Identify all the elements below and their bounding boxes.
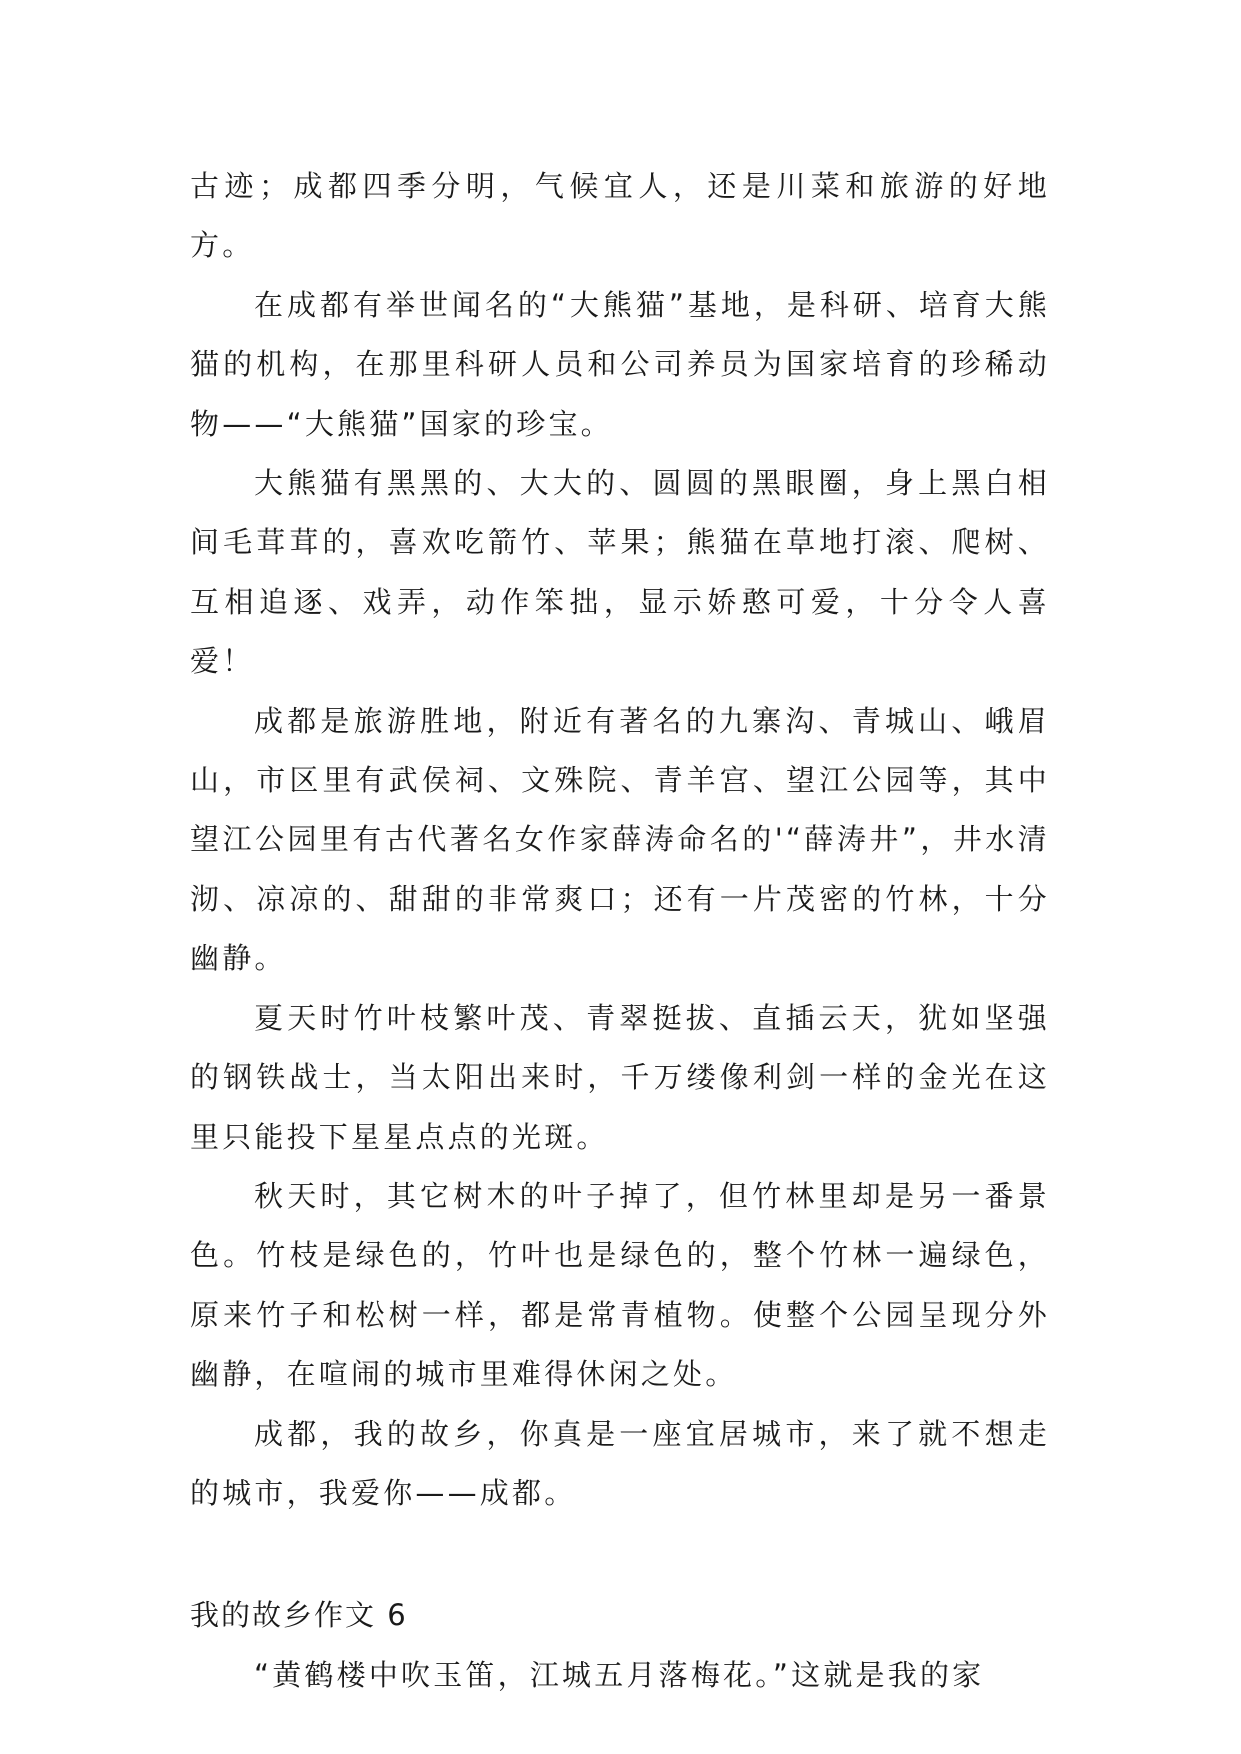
paragraph-autumn-bamboo: 秋天时，其它树木的叶子掉了，但竹林里却是另一番景色。竹枝是绿色的，竹叶也是绿色的，整个竹林一遍绿色，原来竹子和松树一样，都是常青植物。使整个公园呈现分外幽静，在喧闹的城市里难得休闲之处。 bbox=[190, 1178, 1050, 1392]
section-heading: 我的故乡作文 6 bbox=[190, 1598, 408, 1633]
paragraph-new-essay-start: “黄鹤楼中吹玉笛，江城五月落梅花。”这就是我的家 bbox=[254, 1657, 985, 1692]
paragraph-tourism: 成都是旅游胜地，附近有著名的九寨沟、青城山、峨眉山，市区里有武侯祠、文殊院、青羊宫、望江公园等，其中望江公园里有古代著名女作家薛涛命名的'“薛涛井”，井水清沏、凉凉的、甜甜的非常爽口；还有一片茂密的竹林，十分幽静。 bbox=[190, 703, 1050, 976]
paragraph-chengdu-intro-end: 古迹；成都四季分明，气候宜人，还是川菜和旅游的好地方。 bbox=[190, 169, 1050, 263]
paragraph-closing: 成都，我的故乡，你真是一座宜居城市，来了就不想走的城市，我爱你——成都。 bbox=[190, 1416, 1050, 1510]
paragraph-panda-description: 大熊猫有黑黑的、大大的、圆圆的黑眼圈，身上黑白相间毛茸茸的，喜欢吃箭竹、苹果；熊猫在草地打滚、爬树、互相追逐、戏弄，动作笨拙，显示娇憨可爱，十分令人喜爱！ bbox=[190, 466, 1050, 679]
paragraph-panda-base: 在成都有举世闻名的“大熊猫”基地，是科研、培育大熊猫的机构，在那里科研人员和公司养员为国家培育的珍稀动物——“大熊猫”国家的珍宝。 bbox=[190, 287, 1050, 441]
paragraph-summer-bamboo: 夏天时竹叶枝繁叶茂、青翠挺拔、直插云天，犹如坚强的钢铁战士，当太阳出来时，千万缕像利剑一样的金光在这里只能投下星星点点的光斑。 bbox=[190, 1000, 1050, 1154]
section-gap bbox=[190, 1523, 1050, 1586]
document-body bbox=[190, 157, 1050, 1705]
